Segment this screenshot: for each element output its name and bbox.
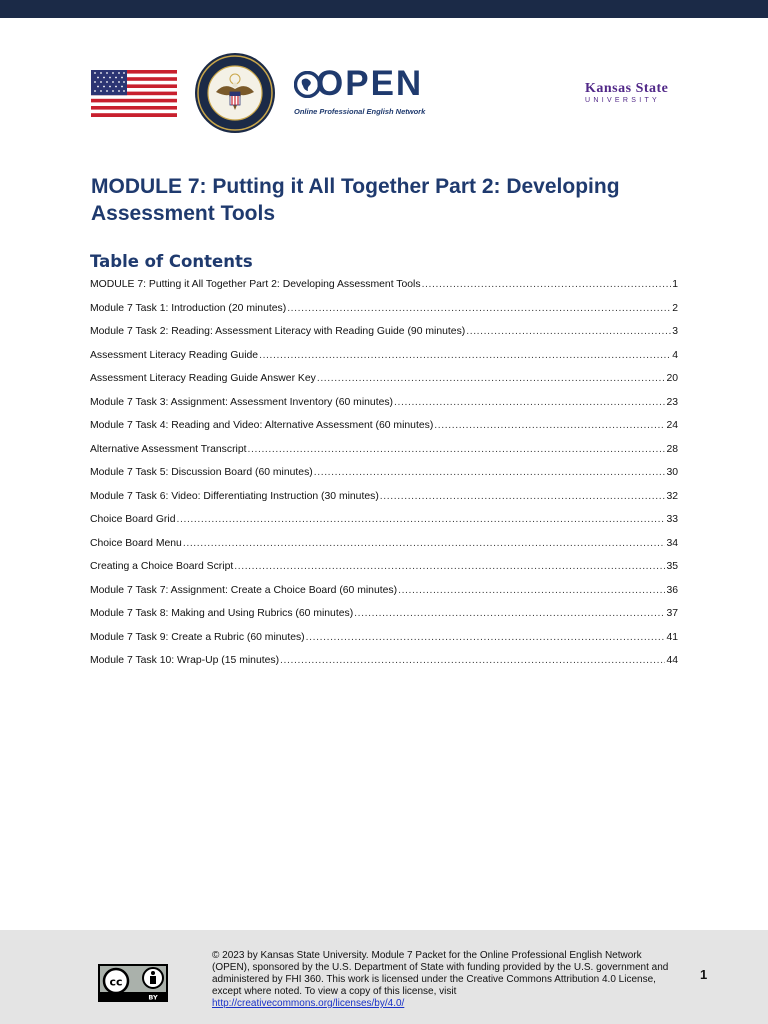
toc-dot-leader [466,325,671,339]
creative-commons-by-icon [98,964,168,1002]
toc-entry-title: Choice Board Menu [90,537,182,549]
toc-entry[interactable] [90,396,678,420]
toc-entry-title: Creating a Choice Board Script [90,561,234,572]
toc-dot-leader [306,631,666,645]
ksu-logo [585,82,680,105]
toc-entry-page: 32 [666,490,678,502]
toc-entry-title: Module 7 Task 2: Reading: Assessment Literacy with Reading Guide (90 minutes) [90,326,466,337]
toc-entry-title: Alternative Assessment Transcript [90,443,247,455]
ksu-university: UNIVERSITY [585,97,661,104]
toc-entry-page: 3 [672,326,678,337]
page-footer [0,930,768,1024]
toc-entry-title: Module 7 Task 6: Video: Differentiating Instruction (30 minutes) [90,490,379,502]
toc-entry-page: 37 [666,608,678,619]
toc-entry-title: Choice Board Grid [90,514,176,525]
department-of-state-seal-icon [194,52,276,134]
toc-dot-leader [422,278,672,292]
open-logo [294,64,429,119]
toc-entry-page: 44 [666,655,678,666]
toc-entry-page: 35 [666,561,678,572]
toc-entry[interactable] [90,302,678,326]
open-wordmark: OPEN [316,64,424,103]
svg-text:cc: cc [109,975,123,989]
toc-entry[interactable] [90,654,678,678]
page-number: 1 [700,967,708,982]
toc-entry[interactable] [90,560,678,584]
toc-entry[interactable] [90,584,678,608]
toc-entry-title: Module 7 Task 8: Making and Using Rubrics (60 minutes) [90,608,354,619]
toc-entry-title: Module 7 Task 4: Reading and Video: Alternative Assessment (60 minutes) [90,420,434,431]
toc-entry-title: Assessment Literacy Reading Guide [90,349,259,361]
toc-dot-leader [280,654,665,668]
toc-entry-title: Module 7 Task 7: Assignment: Create a Choice Board (60 minutes) [90,584,398,596]
license-text: © 2023 by Kansas State University. Module 7 Packet for the Online Professional English Network (OPEN), sponsored by the U.S. Department of State with funding provided by the U.S. government and administered by FHI 360. This work is licensed under the Creative Commons Attribution 4.0 License, except where noted. To view a copy of this license, visit [212,950,669,997]
toc-entry[interactable] [90,537,678,561]
toc-dot-leader [183,537,666,551]
toc-entry[interactable] [90,419,678,443]
toc-entry[interactable] [90,513,678,537]
toc-entry[interactable] [90,372,678,396]
toc-entry-page: 28 [666,443,678,455]
toc-entry-page: 36 [666,584,678,596]
toc-dot-leader [434,419,665,433]
toc-dot-leader [314,466,666,480]
toc-entry-title: Module 7 Task 3: Assignment: Assessment Inventory (60 minutes) [90,396,394,408]
toc-entry[interactable] [90,490,678,514]
toc-entry-title: Module 7 Task 1: Introduction (20 minutes) [90,302,287,314]
toc-dot-leader [317,372,666,386]
toc-entry-page: 2 [672,302,678,314]
toc-entry-title: MODULE 7: Putting it All Together Part 2: Developing Assessment Tools [90,279,421,290]
cc-by-label: BY [148,993,158,1002]
toc-entry-page: 23 [666,396,678,408]
top-bar [0,0,768,18]
toc-entry-title: Assessment Literacy Reading Guide Answer Key [90,373,316,384]
toc-dot-leader [287,302,671,316]
license-link[interactable]: http://creativecommons.org/licenses/by/4.0/ [212,998,405,1009]
toc-entry[interactable] [90,607,678,631]
toc-dot-leader [398,584,665,598]
toc-entry-page: 41 [666,631,678,643]
toc-dot-leader [380,490,666,504]
toc-dot-leader [234,560,665,574]
toc-entry-page: 1 [672,279,678,290]
toc-entry-page: 4 [672,349,678,361]
toc-dot-leader [354,607,665,621]
document-title: MODULE 7: Putting it All Together Part 2: Developing Assessment Tools [91,175,620,225]
toc-entry[interactable] [90,631,678,655]
toc-entry-page: 33 [666,514,678,525]
toc-entry-title: Module 7 Task 10: Wrap-Up (15 minutes) [90,655,280,666]
toc-entry[interactable] [90,325,678,349]
ksu-name: Kansas State [585,81,669,96]
toc-entry-page: 24 [666,420,678,431]
toc-entry-title: Module 7 Task 9: Create a Rubric (60 minutes) [90,631,305,643]
table-of-contents [90,278,678,678]
license-notice [212,950,670,1010]
toc-entry[interactable] [90,349,678,373]
open-subtitle: Online Professional English Network [294,107,426,116]
toc-entry-title: Module 7 Task 5: Discussion Board (60 minutes) [90,467,313,478]
toc-entry[interactable] [90,466,678,490]
toc-entry-page: 34 [666,537,678,549]
toc-entry[interactable] [90,278,678,302]
toc-dot-leader [394,396,665,410]
toc-entry-page: 30 [666,467,678,478]
toc-heading: Table of Contents [90,252,253,271]
toc-entry-page: 20 [666,373,678,384]
us-flag-icon [91,70,177,117]
toc-dot-leader [248,443,666,457]
toc-dot-leader [176,513,665,527]
toc-dot-leader [259,349,671,363]
toc-entry[interactable] [90,443,678,467]
